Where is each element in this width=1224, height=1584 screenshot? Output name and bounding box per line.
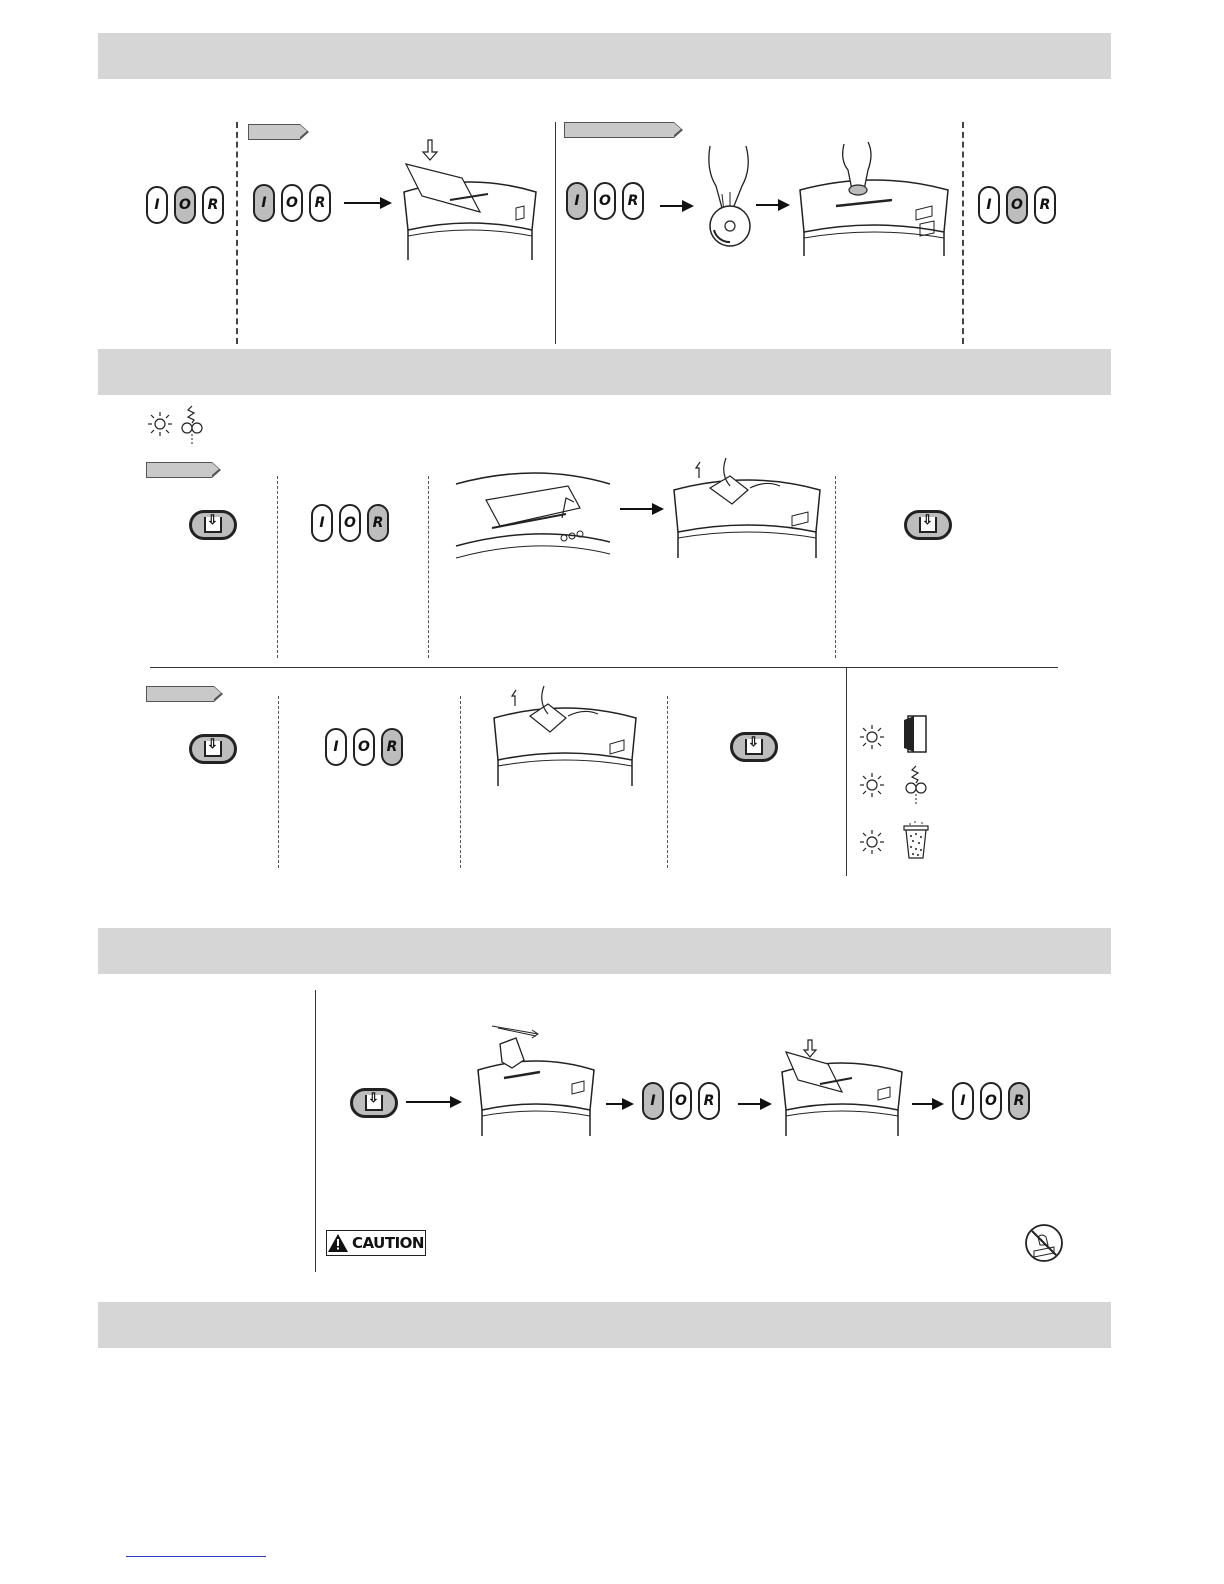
key-i: I: [642, 1082, 664, 1120]
reverse-button-icon: [189, 510, 237, 540]
control-switch: [311, 504, 389, 542]
divider-solid: [846, 668, 847, 876]
reverse-button-icon: [189, 734, 237, 764]
section-header-band-2: [98, 349, 1111, 395]
divider-dashed: [278, 696, 279, 868]
control-switch: [642, 1082, 720, 1120]
light-icon: [148, 412, 172, 436]
shredder-lid-open-icon: [456, 466, 610, 558]
key-o: O: [670, 1082, 692, 1120]
divider-solid: [315, 990, 316, 1272]
key-o: O: [281, 184, 303, 222]
key-r: R: [622, 182, 644, 220]
hand-holding-cd-icon: [700, 146, 758, 252]
arrow-right-icon: [660, 199, 694, 213]
key-r: R: [1008, 1082, 1030, 1120]
section-header-band-1: [98, 33, 1111, 79]
key-i: I: [311, 504, 333, 542]
key-i: I: [253, 184, 275, 222]
shredder-jam-remove-icon: [490, 686, 640, 786]
divider-dashed: [428, 476, 429, 658]
key-i: I: [978, 186, 1000, 224]
step-tag: [564, 122, 674, 138]
warning-triangle-icon: [328, 1234, 348, 1252]
paper-jam-icon: [904, 766, 928, 804]
key-r: R: [698, 1082, 720, 1120]
light-icon: [860, 830, 884, 854]
key-o: O: [980, 1082, 1002, 1120]
key-r: R: [1034, 186, 1056, 224]
control-switch: [952, 1082, 1030, 1120]
key-o: O: [339, 504, 361, 542]
control-switch: [325, 728, 403, 766]
paper-jam-icon: [180, 406, 204, 444]
shredder-cd-feed-icon: [796, 140, 952, 258]
step-tag: [248, 124, 300, 140]
key-o: O: [594, 182, 616, 220]
reverse-button-icon: [350, 1088, 398, 1118]
shredder-paper-feed-icon: [400, 140, 540, 262]
divider-dashed: [962, 122, 964, 344]
footer-link-underline: [126, 1556, 266, 1557]
arrow-right-icon: [912, 1097, 944, 1111]
light-icon: [860, 773, 884, 797]
caution-label: [326, 1230, 426, 1256]
divider-dashed: [460, 696, 461, 868]
bin-full-icon: [902, 822, 930, 860]
step-tag: [146, 462, 212, 478]
divider-dashed: [236, 122, 238, 344]
arrow-right-icon: [406, 1095, 462, 1109]
divider-dashed: [277, 476, 278, 658]
key-r: R: [367, 504, 389, 542]
control-switch: [566, 182, 644, 220]
arrow-right-icon: [756, 198, 790, 212]
shredder-jam-remove-icon: [670, 458, 824, 558]
light-icon: [860, 725, 884, 749]
reverse-button-icon: [730, 732, 778, 762]
arrow-right-icon: [620, 502, 664, 516]
key-i: I: [325, 728, 347, 766]
no-hands-warning-icon: [1024, 1223, 1064, 1263]
key-i: I: [952, 1082, 974, 1120]
reverse-button-icon: [904, 510, 952, 540]
shredder-paper-feed-icon: [780, 1040, 904, 1136]
divider-solid: [555, 122, 556, 344]
key-r: R: [202, 186, 224, 224]
key-r: R: [309, 184, 331, 222]
divider-dashed: [835, 476, 836, 658]
key-o: O: [174, 186, 196, 224]
section-header-band-3: [98, 928, 1111, 974]
section-header-band-4: [98, 1302, 1111, 1348]
key-o: O: [1006, 186, 1028, 224]
arrow-right-icon: [606, 1097, 634, 1111]
door-open-icon: [902, 714, 928, 754]
shredder-oil-icon: [476, 1018, 598, 1136]
arrow-right-icon: [738, 1097, 772, 1111]
divider-horizontal: [150, 667, 1058, 668]
divider-dashed: [667, 696, 668, 868]
caution-text: CAUTION: [352, 1234, 424, 1252]
control-switch: [978, 186, 1056, 224]
key-i: I: [146, 186, 168, 224]
key-o: O: [353, 728, 375, 766]
key-r: R: [381, 728, 403, 766]
key-i: I: [566, 182, 588, 220]
control-switch: [146, 186, 224, 224]
control-switch: [253, 184, 331, 222]
step-tag: [146, 686, 214, 702]
arrow-right-icon: [344, 196, 392, 210]
